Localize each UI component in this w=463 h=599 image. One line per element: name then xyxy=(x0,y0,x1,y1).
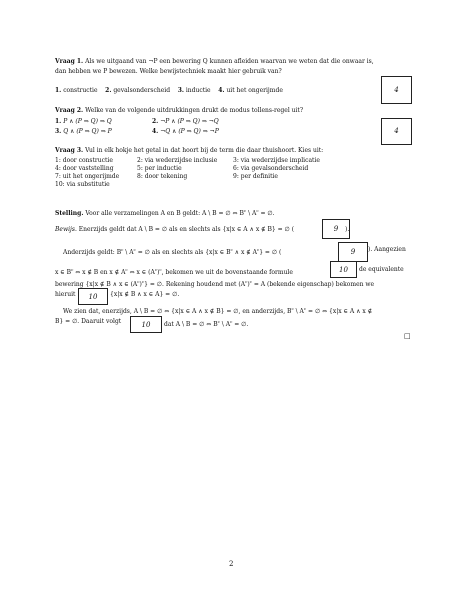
proof-p6c: = ∅ ⇔ {x|x ∈ A ∧ x ∉ xyxy=(306,308,373,315)
proof-p3-sup-4: c xyxy=(159,267,162,272)
proof-p6b: \ A xyxy=(293,308,304,315)
proof-p7d: = ∅. xyxy=(232,321,249,328)
proof-line-7 xyxy=(164,318,248,328)
blank-box-2[interactable] xyxy=(338,242,368,262)
choice-8: 8: door tekening xyxy=(137,173,188,180)
proof-p2f: ). Aangezien xyxy=(368,246,406,253)
choice-5: 5: per inductie xyxy=(137,165,182,172)
stelling-text-3: \ A xyxy=(246,210,257,217)
blank-box-4[interactable] xyxy=(78,288,108,305)
proof-p2c: = ∅ als en slechts als {x|x ∈ B xyxy=(135,249,231,256)
q2-option-2 xyxy=(152,118,219,125)
stelling-sup-2: c xyxy=(256,208,259,213)
proof-p2-sup-1: c xyxy=(121,247,124,252)
q3-title: Vraag 3. xyxy=(55,147,84,154)
choice-2: 2: via wederzijdse inclusie xyxy=(137,157,218,164)
q3-text: Vul in elk hokje het getal in dat hoort bij de term die daar thuishoort. Kies uit: xyxy=(85,147,324,154)
proof-label: Bewijs. xyxy=(55,226,77,233)
q2-option-3 xyxy=(55,128,112,135)
choice-9: 9: per definitie xyxy=(233,173,278,180)
proof-p4-sup-4: c xyxy=(249,279,252,284)
proof-p4-sup-1: c xyxy=(137,279,140,284)
stelling-text: Voor alle verzamelingen A en B geldt: A \ B = ∅ ⇔ B xyxy=(85,210,244,217)
q2-opt4-num: 4. xyxy=(152,128,159,135)
proof-p4c: } = ∅. Rekening houdend met (A xyxy=(144,281,246,288)
proof-p2a: Anderzijds geldt: B xyxy=(63,249,122,256)
q2-line xyxy=(55,107,303,114)
page-number: 2 xyxy=(229,560,234,568)
proof-line-1 xyxy=(55,226,294,233)
proof-line-4 xyxy=(55,278,374,288)
proof-p3-sup-1: c xyxy=(71,267,74,272)
q2-text: Welke van de volgende uitdrukkingen drukt de modus tollens-regel uit? xyxy=(85,107,304,114)
choice-4: 4: door vaststelling xyxy=(55,165,114,172)
proof-p5b: {x|x ∉ B ∧ x ∈ A} = ∅. xyxy=(110,291,180,298)
blank-answer-2: 9 xyxy=(350,248,356,256)
choice-6: 6: via gevalsonderscheid xyxy=(233,165,309,172)
proof-p3e: , bekomen we uit de bovenstaande formule xyxy=(161,269,293,276)
proof-p1a: Enerzijds geldt dat A \ B = ∅ als en slechts als {x|x ∈ A ∧ x ∉ B} = ∅ ( xyxy=(78,226,295,233)
choice-1: 1: door constructie xyxy=(55,157,113,164)
choice-10: 10: via substitutie xyxy=(55,181,110,188)
proof-p4b: ) xyxy=(139,281,142,288)
blank-box-5[interactable] xyxy=(130,316,162,333)
blank-answer-3: 10 xyxy=(339,266,348,274)
stelling-text-5: = ∅. xyxy=(258,210,275,217)
proof-p4e: = A (bekende eigenschap) bekomen we xyxy=(251,281,375,288)
proof-line-6 xyxy=(63,305,372,315)
q1-opt2-num: 2. xyxy=(105,87,112,94)
proof-p2-sup-2: c xyxy=(133,247,136,252)
q2-opt3-expr: Q ∧ (P ⇒ Q) ⇒ P xyxy=(63,128,112,135)
proof-p6-sup-2: c xyxy=(303,306,307,311)
q1-text-1: Als we uitgaand van ¬P een bewering Q kunnen afleiden waarvan we weten dat die onwaar is, xyxy=(85,58,374,65)
q1-line-2: dan hebben we P bewezen. Welke bewijstechniek maakt hier gebruik van? xyxy=(55,68,282,75)
proof-p3-sup-3: c xyxy=(154,267,158,272)
q1-title: Vraag 1. xyxy=(55,58,84,65)
proof-p3c: ⇔ x ∈ (A xyxy=(127,269,155,276)
proof-p6: We zien dat, enerzijds, A \ B = ∅ ⇔ {x|x ∈ A ∧ x ∉ B} = ∅, en anderzijds, B xyxy=(63,308,292,315)
q2-opt2-num: 2. xyxy=(152,118,159,125)
proof-p7-sup-2: c xyxy=(230,319,233,324)
blank-box-3[interactable] xyxy=(330,261,357,278)
q1-opt3-num: 3. xyxy=(177,87,184,94)
stelling-sup-1: c xyxy=(243,208,247,213)
stelling xyxy=(55,207,275,217)
proof-p7c: \ A xyxy=(219,321,231,328)
proof-p6-sup-1: c xyxy=(291,306,294,311)
stelling-label: Stelling. xyxy=(55,210,84,217)
q1-answer-box[interactable] xyxy=(381,76,412,104)
proof-p2-sup-3: c xyxy=(230,247,233,252)
proof-p3-sup-2: c xyxy=(125,267,128,272)
q1-options xyxy=(55,87,283,94)
q2-option-4 xyxy=(152,128,219,135)
q3-choices xyxy=(55,157,355,197)
blank-answer-1: 9 xyxy=(333,225,339,233)
proof-p2d: ∧ x ∉ A xyxy=(232,249,257,256)
blank-answer-5: 10 xyxy=(141,321,151,329)
choice-3: 3: via wederzijdse implicatie xyxy=(233,157,320,164)
q2-opt1-expr: P ∧ (P ⇒ Q) ⇒ Q xyxy=(63,118,112,125)
proof-p7-sup-1: c xyxy=(217,319,220,324)
q2-answer-box[interactable] xyxy=(381,118,412,145)
proof-p4: bewering {x|x ∉ B ∧ x ∈ (A xyxy=(55,281,138,288)
proof-p3d: ) xyxy=(157,269,160,276)
q2-opt3-num: 3. xyxy=(55,128,62,135)
q1-opt4-num: 4. xyxy=(218,87,225,94)
proof-p3b: ⇔ x ∉ B en x ∉ A xyxy=(73,269,126,276)
proof-p2b: \ A xyxy=(123,249,134,256)
qed-symbol: □ xyxy=(404,332,411,340)
q2-option-1 xyxy=(55,118,112,125)
proof-p5a: hieruit xyxy=(55,291,76,298)
proof-p1b: ). xyxy=(345,226,350,233)
q2-answer: 4 xyxy=(394,127,399,135)
blank-answer-4: 10 xyxy=(88,293,98,301)
proof-p2e: } = ∅ ( xyxy=(259,249,282,256)
q1-opt1-label: constructie xyxy=(63,87,98,94)
q1-opt2-label: gevalsonderscheid xyxy=(113,87,171,94)
proof-p3a: x ∈ B xyxy=(55,269,72,276)
q1-answer: 4 xyxy=(394,86,399,94)
q1-opt3-label: inductie xyxy=(185,87,211,94)
proof-p7b: dat A \ B = ∅ ⇔ B xyxy=(164,321,218,328)
proof-p2-sup-4: c xyxy=(256,247,260,252)
proof-p7a: B} = ∅. Daaruit volgt xyxy=(55,318,122,325)
q1-opt4-label: uit het ongerijmde xyxy=(226,87,283,94)
q1-opt1-num: 1. xyxy=(55,87,62,94)
proof-p3f: de equivalente xyxy=(359,266,404,273)
q2-opt1-num: 1. xyxy=(55,118,62,125)
proof-line-3 xyxy=(55,266,293,276)
q1-line-1 xyxy=(55,58,374,65)
q2-opt4-expr: ¬Q ∧ (P ⇒ Q) ⇒ ¬P xyxy=(160,128,219,135)
q3-line xyxy=(55,147,323,154)
proof-p4d: ) xyxy=(247,281,250,288)
proof-line-2 xyxy=(63,246,281,256)
q2-title: Vraag 2. xyxy=(55,107,84,114)
proof-p4-sup-2: c xyxy=(141,279,145,284)
proof-p4-sup-3: c xyxy=(245,279,248,284)
choice-7: 7: uit het ongerijmde xyxy=(55,173,120,180)
q2-opt2-expr: ¬P ∧ (P ⇒ Q) ⇒ ¬Q xyxy=(160,118,219,125)
